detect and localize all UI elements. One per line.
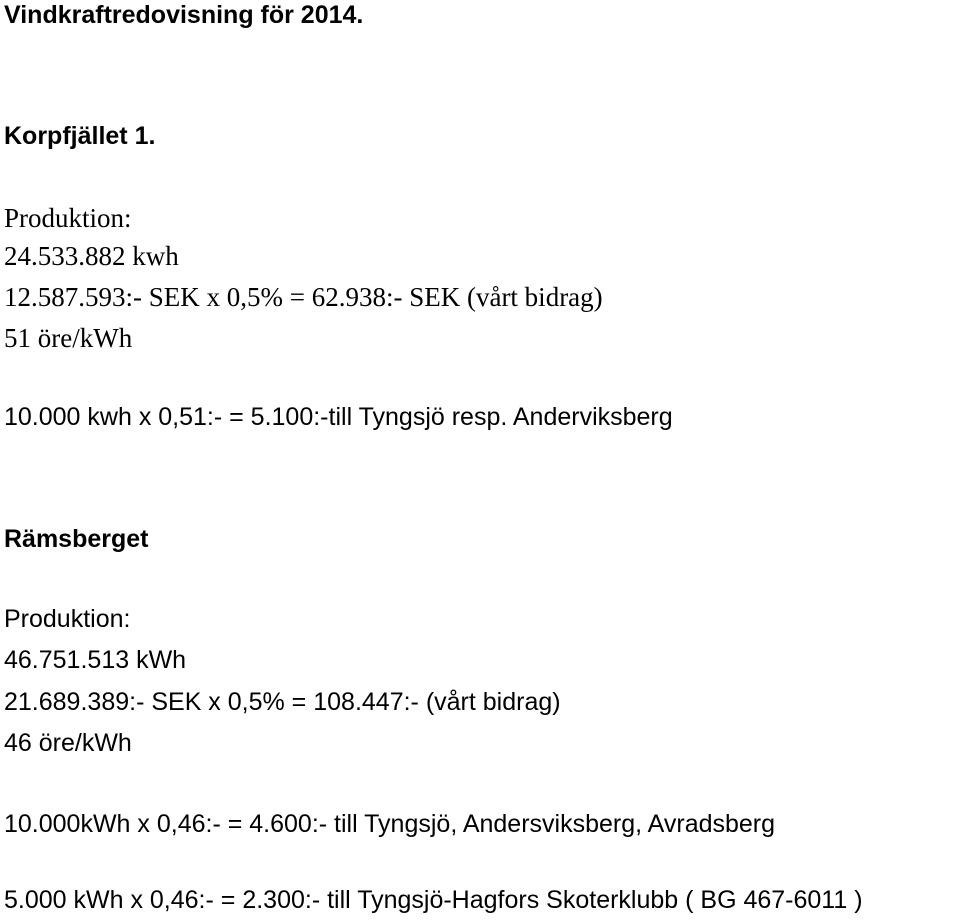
ramsberget-allocation-2: 5.000 kWh x 0,46:- = 2.300:- till Tyngsjö-Hagfors Skoterklubb ( BG 467-6011 ) — [4, 886, 863, 914]
ramsberget-allocation-1: 10.000kWh x 0,46:- = 4.600:- till Tyngsjö, Andersviksberg, Avradsberg — [4, 810, 776, 838]
ramsberget-sek-calc: 21.689.389:- SEK x 0,5% = 108.447:- (vårt bidrag) — [4, 688, 561, 716]
korpfjallet-allocation: 10.000 kwh x 0,51:- = 5.100:-till Tyngsjö resp. Anderviksberg — [4, 403, 673, 431]
ramsberget-kwh: 46.751.513 kWh — [4, 646, 187, 674]
korpfjallet-produktion-label: Produktion: — [4, 203, 132, 233]
korpfjallet-kwh: 24.533.882 kwh — [4, 241, 179, 271]
ramsberget-produktion-label: Produktion: — [4, 605, 131, 633]
korpfjallet-ore-per-kwh: 51 öre/kWh — [4, 323, 133, 353]
document-title: Vindkraftredovisning för 2014. — [4, 1, 364, 29]
korpfjallet-heading: Korpfjället 1. — [4, 122, 156, 150]
ramsberget-heading: Rämsberget — [4, 525, 149, 553]
ramsberget-ore-per-kwh: 46 öre/kWh — [4, 729, 132, 757]
korpfjallet-sek-calc: 12.587.593:- SEK x 0,5% = 62.938:- SEK (vårt bidrag) — [4, 282, 603, 312]
